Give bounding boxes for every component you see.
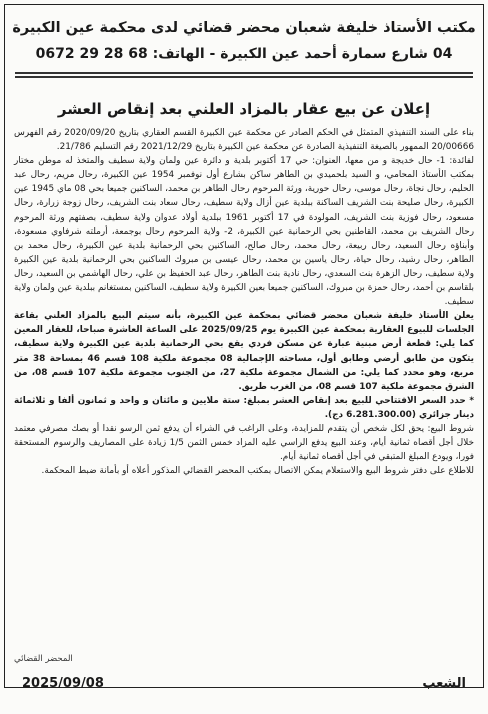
- bailiff-signature: المحضر القضائي: [14, 654, 73, 664]
- paragraph-beneficiaries: لفائدة: 1- حال خديجة و من معها، العنوان: حي 17 أكتوبر بلدية و دائرة عين ولمان ولاية سطيف والمتخذ له موطن مختار بمكتب الأستاذ المحامي، و السيد بلحميدي بن الطاهر ساكن بشارع أول نوفمبر 1954 عين الكبيرة، رحال مريم، رحال عبد الحليم، رحال نجاة، رحال موسى، رحال حورية، ورثة المرحوم رحال الطاهر بن محمد، الساكنين جميعا بحي 08 ماي 1945 عين الكبيرة، رحال صليحة بنت الشريف الساكنة ببلدية عين أزال ولاية سطيف، رحال سعاد بنت الشريف، رحال زوجة زرارة، رحال مسعود، رحال فوزية بنت الشريف، المولودة في 17 أكتوبر 1961 ببلدية أولاد عدوان ولاية سطيف، بصفتهم ورثة المرحوم رحال الشريف بن محمد، القاطنين بحي الرحمانية عين الكبيرة، 2- ولاية المرحوم رحال بوجمعة، أرملته شرفاوي مسعودة، وأبناؤه رحال السعيد، رحال ربيعة، رحال محمد، رحال صالح، الساكنين بحي الرحمانية بلدية عين الكبيرة، رحال محمد بن الطاهر، رحال رشيد، رحال حياة، رحال ياسين بن محمد، رحال عيسى بن مبروك الساكنين بحي الرحمانية بلدية عين الكبيرة ولاية سطيف، رحال الزهرة بنت السعدي، رحال نادية بنت الطاهر، رحال عبد الحفيظ بن علي، رحال الهاشمي بن السعيد، رحال بلقاسم بن أحمد، رحال حمزة بن مبروك، الساكنين جميعا بعين الكبيرة ولاية سطيف، الساكنين بمستغانم ببلدية عين ولمان ولاية سطيف.: [14, 156, 475, 308]
- header-divider: [15, 72, 473, 74]
- paragraph-sale-notice: يعلن الأستاذ خليفة شعبان محضر قضائي بمحكمة عين الكبيرة، بأنه سيتم البيع بالمزاد العلني بقاعة الجلسات للبيوع العقارية بمحكمة عين الكبيرة يوم 2025/09/25 على الساعة العاشرة صباحا، للعقار المعين كما يلي: قطعة أرض مبنية عبارة عن مسكن فردي يقع بحي الرحمانية بلدية عين الكبيرة ولاية سطيف، يتكون من طابق أرضي وطابق أول، مساحته الإجمالية 08 مجموعة ملكية 108 قسم 46 بمساحة 38 متر مربع، وهو محدد كما يلي: من الشمال مجموعة ملكية 27، من الجنوب مجموعة ملكية 107 قسم 08، من الشرق مجموعة ملكية 107 قسم 08، من الغرب طريق.: [14, 311, 475, 392]
- paragraph-opening-price: * حدد السعر الافتتاحي للبيع بعد إنقاص العشر بمبلغ: ستة ملايين و مائتان و واحد و ثمانون ألفا و ثلاثمائة دينار جزائري (6.281.300.00 دج).: [14, 395, 474, 420]
- header-divider-2: [15, 76, 473, 78]
- paragraph-writ: بناء على السند التنفيذي المتمثل في الحكم الصادر عن محكمة عين الكبيرة القسم العقاري بتاريخ 2020/09/20 رقم الفهرس 20/00666 الممهور بالصيغة التنفيذية الصادرة عن محكمة عين الكبيرة بتاريخ 2021/12/29 رقم التسليم 21/786.: [14, 128, 474, 153]
- paragraph-inquiries: للاطلاع على دفتر شروط البيع والاستعلام يمكن الاتصال بمكتب المحضر القضائي المذكور أعلاه أو بأمانة ضبط المحكمة.: [41, 466, 474, 477]
- newspaper-name: الشعب: [422, 676, 466, 691]
- publication-date: 2025/09/08: [22, 676, 104, 691]
- announcement-title: إعلان عن بيع عقار بالمزاد العلني بعد إنقاص العشر: [57, 100, 431, 118]
- announcement-body: [14, 126, 474, 478]
- office-header: مكتب الأستاذ خليفة شعبان محضر قضائي لدى محكمة عين الكبيرة: [12, 20, 476, 36]
- office-address: 04 شارع سمارة أحمد عين الكبيرة - الهاتف: 68 28 29 0672: [35, 46, 453, 62]
- paragraph-sale-conditions: شروط البيع: يحق لكل شخص أن يتقدم للمزايدة، وعلى الراغب في الشراء أن يدفع ثمن الرسو نقدا أو بصك مصرفي معتمد خلال أجل أقصاه ثمانية أيام، وعند البيع يدفع الراسي عليه المزاد خمس الثمن 1/5 زيادة على المصاريف والرسوم المستحقة فورا، ويودع المبلغ المتبقي في أجل أقصاه ثمانية أيام.: [14, 423, 474, 463]
- footer: [22, 676, 466, 696]
